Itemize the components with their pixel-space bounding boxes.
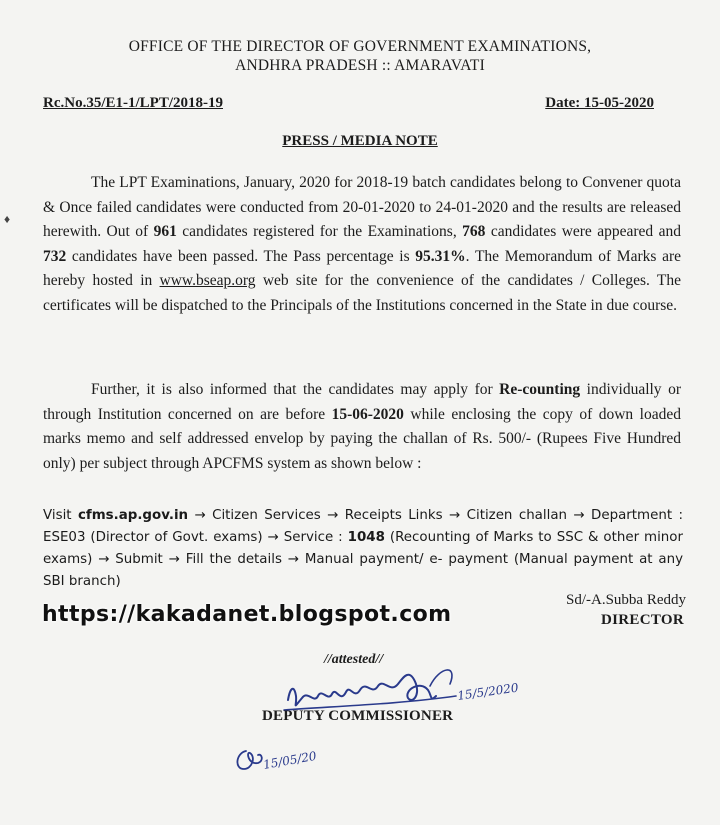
recounting-deadline: 15-06-2020 [331, 405, 404, 423]
passed-count: 732 [43, 247, 67, 265]
initials-signature [228, 735, 348, 783]
reference-number: Rc.No.35/E1-1/LPT/2018-19 [43, 95, 223, 111]
payment-instructions: Visit cfms.ap.gov.in → Citizen Services → Receipts Links → Citizen challan → Department : ESE03 (Director of Govt. exams) → Service : 1048 (Recounting of Marks to SSC & other minor exams) → Submit → Fill the details → Manual payment/ e- payment (Manual payment at any SBI branch) [43, 508, 683, 589]
website-link[interactable]: www.bseap.org [159, 272, 256, 289]
deputy-commissioner-label: DEPUTY COMMISSIONER [262, 708, 454, 724]
results-paragraph: The LPT Examinations, January, 2020 for 2018-19 batch candidates belong to Convener quota & Once failed candidates were conducted from 20-01-2020 to 24-01-2020 and the results are released herewith. Out of 961 candidates registered for the Examinations, 768 candidates were appeared and 732 candidates have been passed. The Pass percentage is 95.31%. The Memorandum of Marks are hereby hosted in www.bseap.org web site for the convenience of the candidates / Colleges. The certificates will be dispatched to the Principals of the Institutions concerned in the State in due course. [43, 174, 681, 314]
blog-watermark: https://kakadanet.blogspot.com [42, 602, 452, 627]
document-date: Date: 15-05-2020 [545, 95, 654, 111]
office-title-line2: ANDHRA PRADESH :: AMARAVATI [235, 57, 485, 74]
service-code: 1048 [347, 530, 385, 545]
signed-by: Sd/-A.Subba Reddy [566, 592, 686, 608]
attested-label: //attested// [324, 652, 384, 667]
press-note-title: PRESS / MEDIA NOTE [282, 133, 438, 149]
appeared-count: 768 [462, 223, 486, 240]
office-title-line1: OFFICE OF THE DIRECTOR OF GOVERNMENT EXAMINATIONS, [128, 38, 592, 55]
cfms-site-link[interactable]: cfms.ap.gov.in [77, 508, 189, 523]
signature-date: 15/5/2020 [456, 680, 520, 703]
pass-percentage: 95.31% [415, 247, 466, 265]
recounting-label: Re-counting [499, 381, 581, 398]
registered-count: 961 [153, 223, 177, 240]
margin-mark: ♦ [4, 212, 11, 226]
initials-date: 15/05/20 [262, 748, 318, 772]
director-designation: DIRECTOR [601, 612, 684, 628]
recounting-paragraph: Further, it is also informed that the candidates may apply for Re-counting individually or through Institution concerned on are before 15-06-2020 while enclosing the copy of down loaded marks memo and self addressed envelop by paying the challan of Rs. 500/- (Rupees Five Hundred only) per subject through APCFMS system as shown below : [43, 381, 681, 472]
